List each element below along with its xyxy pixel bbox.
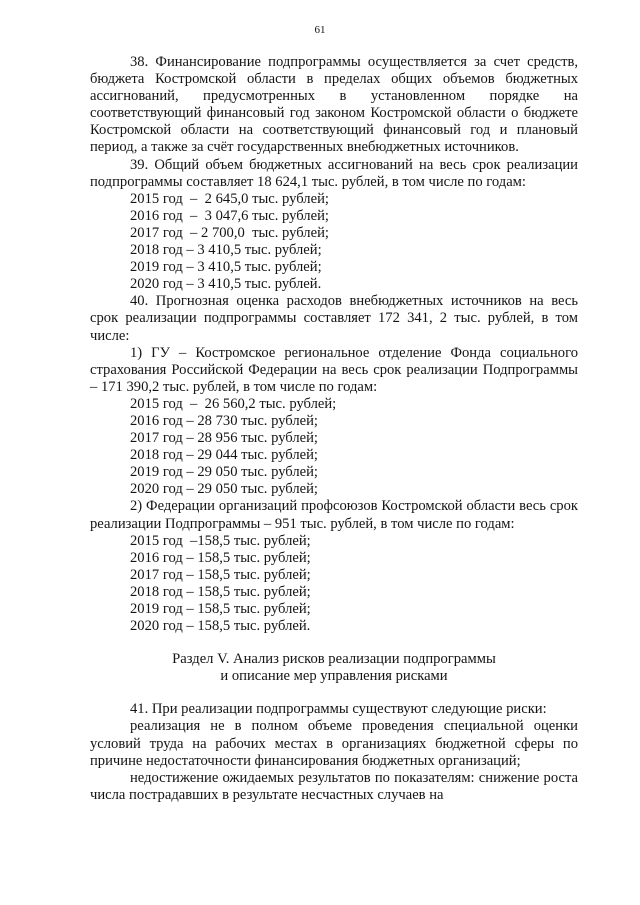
- paragraph-40: 40. Прогнозная оценка расходов внебюджетных источников на весь срок реализации подпрограммы составляет 172 341, 2 тыс. рублей, в том числе:: [90, 293, 578, 344]
- section-heading-line-2: и описание мер управления рисками: [220, 668, 448, 685]
- section-heading: [90, 651, 578, 685]
- fss-years-list: [90, 396, 578, 499]
- budget-year-line: 2020 год – 3 410,5 тыс. рублей.: [130, 276, 322, 293]
- budget-year-line: 2015 год – 2 645,0 тыс. рублей;: [130, 190, 329, 207]
- budget-year-line: 2016 год – 3 047,6 тыс. рублей;: [130, 207, 329, 224]
- budget-years-list: [90, 191, 578, 294]
- fss-year-line: 2017 год – 28 956 тыс. рублей;: [130, 430, 318, 447]
- paragraph-40-item-1: 1) ГУ – Костромское региональное отделение Фонда социального страхования Российской Федерации на весь срок реализации Подпрограммы – 171 390,2 тыс. рублей, в том числе по годам:: [90, 344, 578, 395]
- union-year-line: 2016 год – 158,5 тыс. рублей;: [130, 549, 311, 566]
- union-year-line: 2018 год – 158,5 тыс. рублей;: [130, 583, 311, 600]
- fss-year-line: 2015 год – 26 560,2 тыс. рублей;: [130, 395, 337, 412]
- union-years-list: [90, 533, 578, 636]
- budget-year-line: 2017 год – 2 700,0 тыс. рублей;: [130, 224, 329, 241]
- section-heading-line-1: Раздел V. Анализ рисков реализации подпрограммы: [172, 651, 496, 668]
- paragraph-41: 41. При реализации подпрограммы существуют следующие риски:: [130, 701, 547, 718]
- fss-year-line: 2018 год – 29 044 тыс. рублей;: [130, 447, 318, 464]
- fss-year-line: 2020 год – 29 050 тыс. рублей;: [130, 481, 318, 498]
- page-number: 61: [314, 24, 326, 36]
- paragraph-38: 38. Финансирование подпрограммы осуществляется за счет средств, бюджета Костромской области в пределах общих объемов бюджетных ассигнований, предусмотренных в установленном порядке на соответствующий финансовый год законом Костромской области о бюджете Костромской области на соответствующий финансовый год и плановый период, а также за счёт государственных внебюджетных источников.: [90, 54, 578, 156]
- fss-year-line: 2016 год – 28 730 тыс. рублей;: [130, 412, 318, 429]
- union-year-line: 2019 год – 158,5 тыс. рублей;: [130, 601, 311, 617]
- risk-paragraph-2: недостижение ожидаемых результатов по показателям: снижение роста числа пострадавших в результате несчастных случаев на: [90, 769, 578, 803]
- budget-year-line: 2019 год – 3 410,5 тыс. рублей;: [130, 259, 322, 276]
- paragraph-40-item-2: 2) Федерации организаций профсоюзов Костромской области весь срок реализации Подпрограммы – 951 тыс. рублей, в том числе по годам:: [90, 498, 578, 532]
- document-body: [90, 54, 578, 804]
- fss-year-line: 2019 год – 29 050 тыс. рублей;: [130, 464, 318, 481]
- budget-year-line: 2018 год – 3 410,5 тыс. рублей;: [130, 242, 322, 259]
- risk-paragraph-1: реализация не в полном объеме проведения специальной оценки условий труда на рабочих местах в организациях бюджетной сферы по причине недостаточности финансирования бюджетных организаций;: [90, 718, 578, 769]
- union-year-line: 2015 год –158,5 тыс. рублей;: [130, 532, 311, 549]
- union-year-line: 2020 год – 158,5 тыс. рублей.: [130, 618, 311, 635]
- union-year-line: 2017 год – 158,5 тыс. рублей;: [130, 566, 311, 583]
- paragraph-39: 39. Общий объем бюджетных ассигнований на весь срок реализации подпрограммы составляет 18 624,1 тыс. рублей, в том числе по годам:: [90, 156, 578, 190]
